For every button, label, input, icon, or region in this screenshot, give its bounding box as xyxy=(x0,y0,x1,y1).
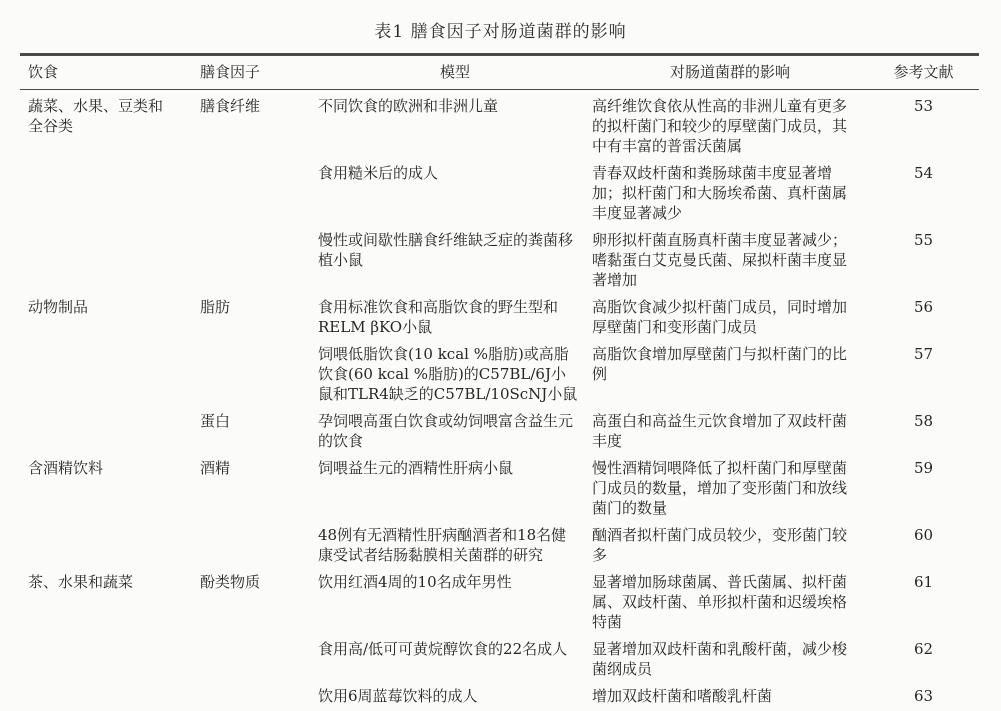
header-effect: 对肠道菌群的影响 xyxy=(669,63,790,81)
cell-factor: 膳食纤维 xyxy=(200,97,261,115)
cell-model: 慢性或间歇性膳食纤维缺乏症的粪菌移植小鼠 xyxy=(318,231,574,269)
cell-model: 饲喂益生元的酒精性肝病小鼠 xyxy=(318,459,514,477)
table-body xyxy=(20,90,979,711)
cell-effect: 显著增加双歧杆菌和乳酸杆菌，减少梭菌纲成员 xyxy=(592,640,848,678)
cell-effect: 慢性酒精饲喂降低了拟杆菌门和厚壁菌门成员的数量，增加了变形菌门和放线菌门的数量 xyxy=(592,459,848,517)
cell-effect: 高纤维饮食依从性高的非洲儿童有更多的拟杆菌门和较少的厚壁菌门成员，其中有丰富的普雷沃菌属 xyxy=(592,97,848,155)
header-model: 模型 xyxy=(439,63,470,81)
table-row xyxy=(28,572,979,632)
cell-diet xyxy=(28,230,168,290)
cell-model: 不同饮食的欧洲和非洲儿童 xyxy=(318,97,499,115)
cell-effect: 显著增加肠球菌属、普氏菌属、拟杆菌属、双歧杆菌、单形拟杆菌和迟缓埃格特菌 xyxy=(592,573,848,631)
table-header-row xyxy=(20,56,979,90)
cell-diet: 蔬菜、水果、豆类和全谷类 xyxy=(28,97,164,135)
table-row xyxy=(28,344,979,404)
cell-reference: 55 xyxy=(913,231,934,249)
cell-diet xyxy=(28,639,168,679)
header-diet: 饮食 xyxy=(28,63,59,81)
cell-reference: 56 xyxy=(913,298,934,316)
cell-reference: 61 xyxy=(913,573,934,591)
cell-effect: 增加双歧杆菌和嗜酸乳杆菌 xyxy=(592,687,773,705)
cell-reference: 59 xyxy=(913,459,934,477)
dietary-factors-table xyxy=(20,53,979,711)
cell-diet xyxy=(28,163,168,223)
cell-diet xyxy=(28,344,168,404)
table-row xyxy=(28,525,979,565)
cell-effect: 酗酒者拟杆菌门成员较少，变形菌门较多 xyxy=(592,526,848,564)
cell-reference: 60 xyxy=(913,526,934,544)
cell-factor xyxy=(200,525,310,565)
cell-diet xyxy=(28,525,168,565)
cell-diet: 茶、水果和蔬菜 xyxy=(28,573,134,591)
cell-reference: 54 xyxy=(913,164,934,182)
cell-factor: 脂肪 xyxy=(200,298,231,316)
cell-effect: 高脂饮食减少拟杆菌门成员，同时增加厚壁菌门和变形菌门成员 xyxy=(592,298,848,336)
cell-model: 食用高/低可可黄烷醇饮食的22名成人 xyxy=(318,640,568,658)
cell-factor xyxy=(200,686,310,706)
cell-reference: 63 xyxy=(913,687,934,705)
cell-reference: 57 xyxy=(913,345,934,363)
cell-factor xyxy=(200,163,310,223)
table-row xyxy=(28,639,979,679)
cell-factor: 酚类物质 xyxy=(200,573,261,591)
cell-diet: 动物制品 xyxy=(28,298,89,316)
cell-model: 孕饲喂高蛋白饮食或幼饲喂富含益生元的饮食 xyxy=(318,412,574,450)
table-row xyxy=(28,458,979,518)
cell-factor xyxy=(200,344,310,404)
table-row xyxy=(28,163,979,223)
cell-factor xyxy=(200,230,310,290)
cell-model: 饮用6周蓝莓饮料的成人 xyxy=(318,687,478,705)
cell-effect: 高蛋白和高益生元饮食增加了双歧杆菌丰度 xyxy=(592,412,848,450)
table-row xyxy=(28,230,979,290)
cell-reference: 53 xyxy=(913,97,934,115)
cell-model: 食用糙米后的成人 xyxy=(318,164,439,182)
cell-factor: 酒精 xyxy=(200,459,231,477)
cell-effect: 卵形拟杆菌直肠真杆菌丰度显著减少；嗜黏蛋白艾克曼氏菌、屎拟杆菌丰度显著增加 xyxy=(592,231,848,289)
cell-model: 48例有无酒精性肝病酗酒者和18名健康受试者结肠黏膜相关菌群的研究 xyxy=(318,526,567,564)
cell-effect: 高脂饮食增加厚壁菌门与拟杆菌门的比例 xyxy=(592,345,848,383)
cell-reference: 62 xyxy=(913,640,934,658)
table-row xyxy=(28,96,979,156)
header-dietary-factor: 膳食因子 xyxy=(200,63,261,81)
header-reference: 参考文献 xyxy=(893,63,954,81)
cell-diet xyxy=(28,411,168,451)
table-row xyxy=(28,686,979,706)
cell-model: 饮用红酒4周的10名成年男性 xyxy=(318,573,512,591)
cell-factor: 蛋白 xyxy=(200,412,231,430)
table-row xyxy=(28,411,979,451)
cell-model: 饲喂低脂饮食(10 kcal %脂肪)或高脂饮食(60 kcal %脂肪)的C57BL/6J小鼠和TLR4缺乏的C57BL/10ScNJ小鼠 xyxy=(318,345,578,403)
cell-model: 食用标准饮食和高脂饮食的野生型和RELM βKO小鼠 xyxy=(318,298,559,336)
cell-factor xyxy=(200,639,310,679)
cell-reference: 58 xyxy=(913,412,934,430)
cell-diet: 含酒精饮料 xyxy=(28,459,104,477)
cell-effect: 青春双歧杆菌和粪肠球菌丰度显著增加；拟杆菌门和大肠埃希菌、真杆菌属丰度显著减少 xyxy=(592,164,848,222)
cell-diet xyxy=(28,686,168,706)
table-row xyxy=(28,297,979,337)
table-title: 表1 膳食因子对肠道菌群的影响 xyxy=(374,22,627,42)
